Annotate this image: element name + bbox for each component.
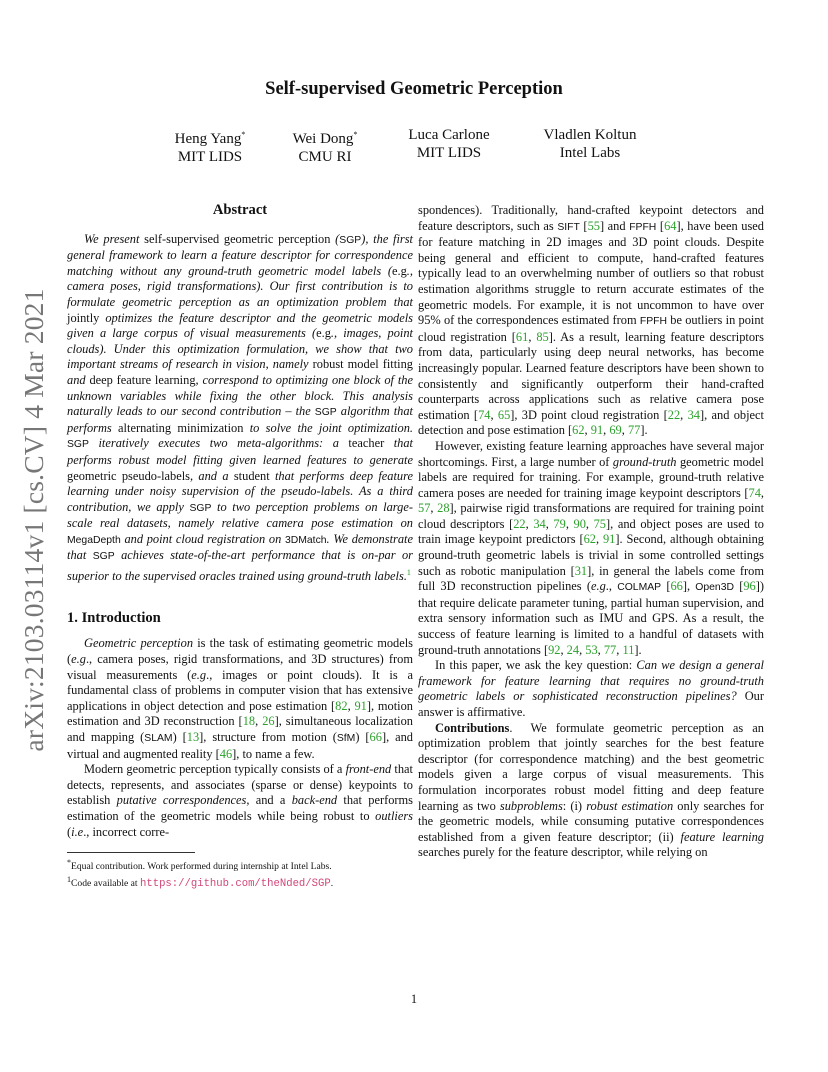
- footnote-rule: [67, 852, 195, 853]
- author-3: [389, 126, 509, 162]
- equal-contribution-mark: *: [241, 130, 246, 139]
- intro-paragraph-1: Geometric perception is the task of estimating geometric models (e.g., camera poses, rigid transformations, and 3D structures) from visual measurements (e.g., images or point clouds). It is a fundamental class of problems in computer vision that has extensive applications in object detection and pose estimation [82, 91], motion estimation and 3D reconstruction [18, 26], simultaneous localization and mapping (SLAM) [13], structure from motion (SfM) [66], and virtual and augmented reality [46], to name a few.: [67, 636, 413, 761]
- abstract-heading: Abstract: [212, 202, 268, 218]
- introduction-heading: 1. Introduction: [67, 609, 161, 626]
- intro-paragraph-2: Modern geometric perception typically consists of a front-end that detects, represents, and associates (sparse or dense) keypoints to establish putative correspondences, and a back-end that performs estimation of the geometric models while being robust to outliers (i.e., incorrect corre-: [67, 762, 413, 839]
- contributions-paragraph: Contributions. We formulate geometric perception as an optimization problem that jointly searches for the best feature descriptor (for correspondence matching) and the best geometric models given a large corpus of visual measurements. This formulation incorporates robust model fitting and deep feature learning as two subproblems: (i) robust estimation only searches for the geometric models, while consuming putative correspondences established from a given feature descriptor; (ii) feature learning searches purely for the feature descriptor, while relying on: [418, 720, 765, 860]
- abstract-text: We present self-supervised geometric perception (SGP), the first general framework to learn a feature descriptor for correspondence matching without any ground-truth geometric model labels (e.g., camera poses, rigid transformations). Our first contribution is to formulate geometric perception as an optimization problem that jointly optimizes the feature descriptor and the geometric models given a large corpus of visual measurements (e.g., images, point clouds). Under this optimization formulation, we show that two important streams of research in vision, namely robust model fitting and deep feature learning, correspond to optimizing one block of the unknown variables while fixing the other block. This analysis naturally leads to our second contribution – the SGP algorithm that performs alternating minimization to solve the joint optimization. SGP iteratively executes two meta-algorithms: a teacher that performs robust model fitting given learned features to generate geometric pseudo-labels, and a student that performs deep feature learning under noisy supervision of the pseudo-labels. As a third contribution, we apply SGP to two perception problems on large-scale real datasets, namely relative camera pose estimation on MegaDepth and point cloud registration on 3DMatch. We demonstrate that SGP achieves state-of-the-art performance that is on-par or superior to the supervised oracles trained using ground-truth labels.$^1$: [67, 231, 414, 584]
- arxiv-identifier: arXiv:2103.03114v1 [cs.CV] 4 Mar 2021: [18, 288, 49, 752]
- intro-paragraph-3: However, existing feature learning approaches have several major shortcomings. First, a large number of ground-truth geometric model labels are required for training. For example, ground-truth relative camera poses are needed for training image keypoint descriptors [74, 57, 28], pairwise rigid transformations are required for training point cloud descriptors [22, 34, 79, 90, 75], and object poses are used to train image keypoint predictors [62, 91]. Second, although obtaining ground-truth geometric labels is trivial in some controlled settings such as robotic manipulation [31], in general the labels come from full 3D reconstruction pipelines (e.g., COLMAP [66], Open3D [96]) that require delicate parameter tuning, partial human supervision, and extra sensory information such as IMU and GPS. As a result, the success of feature learning is limited to a handful of datasets with ground-truth annotations [92, 24, 53, 77, 11].: [418, 438, 765, 657]
- equal-contribution-mark: *: [353, 130, 358, 139]
- intro-paragraph-4: In this paper, we ask the key question: Can we design a general framework for feature learning that requires no ground-truth geometric labels or sophisticated reconstruction pipelines? Our answer is affirmative.: [418, 658, 764, 719]
- left-column: [67, 203, 413, 890]
- footnote-equal-contribution: *Equal contribution. Work performed during internship at Intel Labs.: [67, 858, 332, 873]
- author-1: [150, 126, 270, 166]
- intro-paragraph-2-cont: spondences). Traditionally, hand-crafted keypoint detectors and feature descriptors, such as SIFT [55] and FPFH [64], have been used for feature matching in 2D images and 3D point clouds. Despite being general and efficient to compute, hand-crafted features typically lead to an overwhelming number of outliers so that robust estimation algorithms struggle to return accurate estimates of the geometric models. For example, it is not uncommon to have over 95% of the correspondences estimated from FPFH be outliers in point cloud registration [61, 85]. As a result, learning feature descriptors from data, particularly using deep neural networks, has become increasingly popular. Learned feature descriptors have been shown to consistently and significantly outperform their hand-crafted counterparts across applications such as relative camera pose estimation [74, 65], 3D point cloud registration [22, 34], and object detection and pose estimation [62, 91, 69, 77].: [418, 203, 764, 438]
- author-affiliation: MIT LIDS: [177, 149, 243, 165]
- paper-title: Self-supervised Geometric Perception: [265, 79, 563, 99]
- author-name: Heng Yang: [174, 131, 242, 147]
- code-url-link[interactable]: https://github.com/theNded/SGP: [140, 877, 331, 890]
- author-affiliation: MIT LIDS: [416, 145, 482, 161]
- author-affiliation: Intel Labs: [559, 145, 621, 161]
- author-affiliation: CMU RI: [298, 149, 352, 165]
- page-number: 1: [410, 992, 418, 1006]
- arxiv-sidebar: [14, 290, 54, 750]
- author-name: Vladlen Koltun: [543, 127, 637, 143]
- footnote-code: $^1$Code available at https://github.com/theNded/SGP.: [67, 874, 334, 890]
- author-name: Luca Carlone: [408, 127, 490, 143]
- author-4: [520, 126, 660, 162]
- author-name: Wei Dong: [292, 131, 354, 147]
- right-column: [418, 203, 764, 861]
- author-2: [265, 126, 385, 166]
